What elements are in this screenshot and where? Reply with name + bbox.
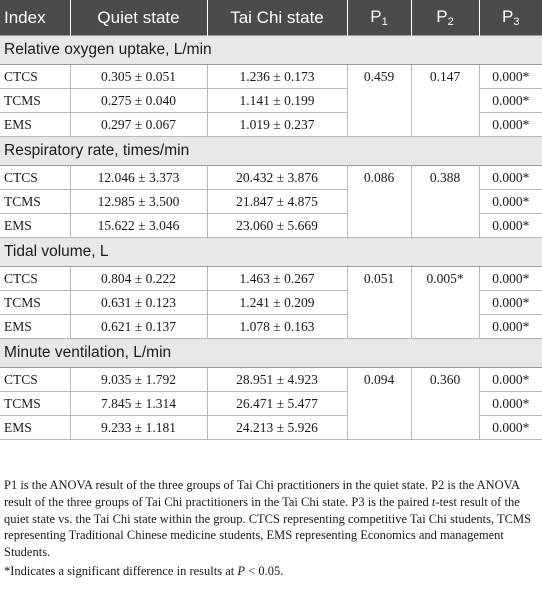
section-header-oxygen-uptake: Relative oxygen uptake, L/min bbox=[0, 36, 542, 65]
table-row bbox=[0, 368, 542, 392]
taichi-value: 23.060 ± 5.669 bbox=[207, 214, 347, 238]
p1-value: 0.459 bbox=[347, 65, 411, 137]
quiet-value: 0.631 ± 0.123 bbox=[70, 291, 207, 315]
group-cell: TCMS bbox=[0, 291, 70, 315]
quiet-value: 7.845 ± 1.314 bbox=[70, 392, 207, 416]
quiet-value: 0.305 ± 0.051 bbox=[70, 65, 207, 89]
table-row bbox=[0, 166, 542, 190]
p3-value: 0.000* bbox=[479, 89, 542, 113]
p3-value: 0.000* bbox=[479, 113, 542, 137]
p3-value: 0.000* bbox=[479, 368, 542, 392]
p3-value: 0.000* bbox=[479, 190, 542, 214]
group-cell: CTCS bbox=[0, 65, 70, 89]
p2-value: 0.005* bbox=[411, 267, 479, 339]
group-cell: CTCS bbox=[0, 368, 70, 392]
quiet-value: 15.622 ± 3.046 bbox=[70, 214, 207, 238]
group-cell: EMS bbox=[0, 315, 70, 339]
taichi-value: 21.847 ± 4.875 bbox=[207, 190, 347, 214]
p3-value: 0.000* bbox=[479, 416, 542, 440]
footnote-abbreviations: P1 is the ANOVA result of the three groups of Tai Chi practitioners in the quiet state. P2 is the ANOVA result of the three groups of Tai Chi practitioners in the Tai Chi state. P3 is the paired t-test result of the quiet state vs. the Tai Chi state within the group. CTCS representing competitive Tai Chi students, TCMS representing Traditional Chinese medicine students, EMS representing Economics and management Students. bbox=[4, 478, 532, 560]
taichi-value: 1.141 ± 0.199 bbox=[207, 89, 347, 113]
p1-value: 0.051 bbox=[347, 267, 411, 339]
taichi-value: 1.236 ± 0.173 bbox=[207, 65, 347, 89]
taichi-value: 20.432 ± 3.876 bbox=[207, 166, 347, 190]
taichi-value: 1.463 ± 0.267 bbox=[207, 267, 347, 291]
taichi-value: 1.241 ± 0.209 bbox=[207, 291, 347, 315]
quiet-value: 0.621 ± 0.137 bbox=[70, 315, 207, 339]
quiet-value: 12.985 ± 3.500 bbox=[70, 190, 207, 214]
taichi-value: 1.078 ± 0.163 bbox=[207, 315, 347, 339]
p1-value: 0.086 bbox=[347, 166, 411, 238]
p3-value: 0.000* bbox=[479, 267, 542, 291]
quiet-value: 0.297 ± 0.067 bbox=[70, 113, 207, 137]
header-p3: $P_3$ bbox=[479, 0, 542, 36]
group-cell: EMS bbox=[0, 113, 70, 137]
quiet-value: 9.233 ± 1.181 bbox=[70, 416, 207, 440]
p3-value: 0.000* bbox=[479, 214, 542, 238]
group-cell: TCMS bbox=[0, 89, 70, 113]
p2-value: 0.147 bbox=[411, 65, 479, 137]
group-cell: TCMS bbox=[0, 392, 70, 416]
p2-value: 0.360 bbox=[411, 368, 479, 440]
quiet-value: 12.046 ± 3.373 bbox=[70, 166, 207, 190]
p3-value: 0.000* bbox=[479, 65, 542, 89]
p3-value: 0.000* bbox=[479, 392, 542, 416]
section-header-tidal-volume: Tidal volume, L bbox=[0, 238, 542, 267]
header-row bbox=[0, 0, 542, 36]
header-index: Index bbox=[0, 0, 70, 36]
p3-value: 0.000* bbox=[479, 291, 542, 315]
header-tai-chi-state: Tai Chi state bbox=[207, 0, 347, 36]
group-cell: CTCS bbox=[0, 166, 70, 190]
group-cell: EMS bbox=[0, 214, 70, 238]
quiet-value: 9.035 ± 1.792 bbox=[70, 368, 207, 392]
taichi-value: 26.471 ± 5.477 bbox=[207, 392, 347, 416]
group-cell: CTCS bbox=[0, 267, 70, 291]
p2-value: 0.388 bbox=[411, 166, 479, 238]
taichi-value: 28.951 ± 4.923 bbox=[207, 368, 347, 392]
group-cell: EMS bbox=[0, 416, 70, 440]
header-quiet-state: Quiet state bbox=[70, 0, 207, 36]
taichi-value: 24.213 ± 5.926 bbox=[207, 416, 347, 440]
group-cell: TCMS bbox=[0, 190, 70, 214]
p3-value: 0.000* bbox=[479, 166, 542, 190]
header-p2: $P_2$ bbox=[411, 0, 479, 36]
p1-value: 0.094 bbox=[347, 368, 411, 440]
quiet-value: 0.275 ± 0.040 bbox=[70, 89, 207, 113]
quiet-value: 0.804 ± 0.222 bbox=[70, 267, 207, 291]
table-row bbox=[0, 65, 542, 89]
taichi-value: 1.019 ± 0.237 bbox=[207, 113, 347, 137]
footnote-significance: *Indicates a significant difference in results at P < 0.05. bbox=[4, 563, 284, 578]
section-header-minute-ventilation: Minute ventilation, L/min bbox=[0, 339, 542, 368]
section-header-respiratory-rate: Respiratory rate, times/min bbox=[0, 137, 542, 166]
table-footnote bbox=[4, 477, 538, 580]
table-row bbox=[0, 267, 542, 291]
p3-value: 0.000* bbox=[479, 315, 542, 339]
header-p1: $P_1$ bbox=[347, 0, 411, 36]
